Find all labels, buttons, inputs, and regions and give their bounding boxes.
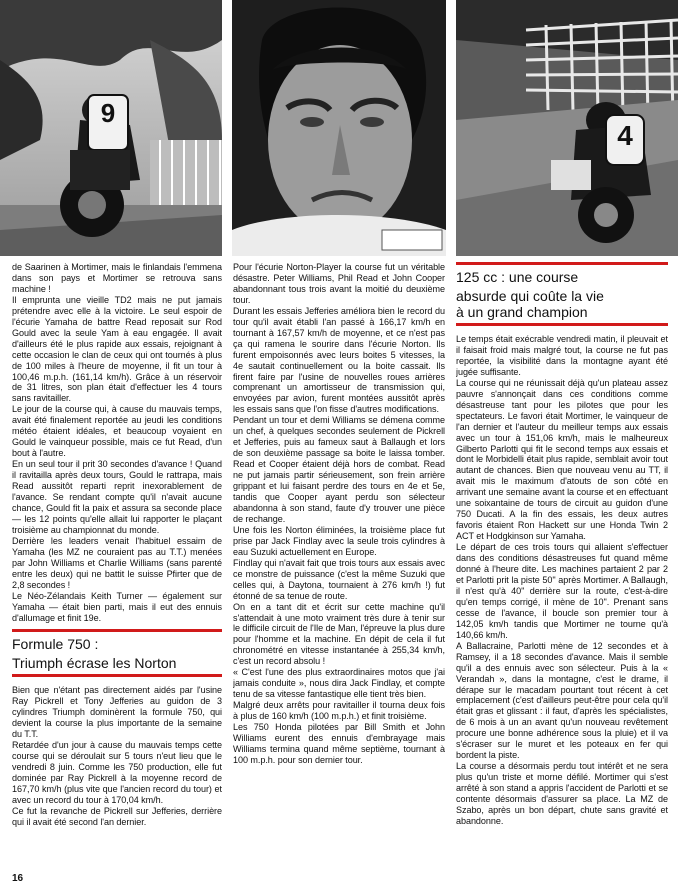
paragraph: A Ballacraine, Parlotti mène de 12 secondes et à Ramsey, il a 18 secondes d'avance. Mais il semble qu'il a des ennuis avec son sélecteur. Puis à la « Verandah », dans la montagne, c'est le drame, il dérape sur le macadam pourtant tout récent à cet emplacement (c'est d'ailleurs peut-être pour cela qu'il était gras et glissant : il faut, d'après les spécialistes, de 6 mois à un an avant qu'un nouveau revêtement procure une bonne adhérence sous la pluie) et il va s'écraser sur le muret et les poteaux en fer qui bordent la piste. xyxy=(456,640,668,761)
heading-line: absurde qui coûte la vie xyxy=(456,288,604,304)
photo-number-plate-4: 4 xyxy=(617,120,633,151)
heading-line: à un grand champion xyxy=(456,304,588,320)
paragraph: Retardée d'un jour à cause du mauvais temps cette course qui se déroulait sur 5 tours n'eut lieu que le vendredi 8 juin. Comme les 750 production, elle fut dominée par Ray Pickrell à la moyenne record de 167,70 km/h (plus vite que l'ancien record du tour) et avec un record du tour à 170,04 km/h. xyxy=(12,740,222,805)
paragraph: Le Néo-Zélandais Keith Turner — également sur Yamaha — était bien parti, mais il eut des ennuis d'allumage et finit 19e. xyxy=(12,590,222,623)
photo-number-plate: 9 xyxy=(100,98,116,128)
page-number: 16 xyxy=(12,873,24,884)
heading-line: Triumph écrase les Norton xyxy=(12,655,177,672)
paragraph: Il emprunta une vieille TD2 mais ne put jamais prétendre avec elle à la victoire. Le seul espoir de l'écurie Yamaha de battre Read reposait sur Rod Gould avec la seule Yam à eau engagée. Il avait d'ailleurs été le plus rapide aux essais, rejoignant à cette occasion le clan de ceux qui ont tournés à plus de 100 miles à l'heure de moyenne, il fit un tour à 100,46 m.p.h. (161,14 km/h). Grâce à un réservoir de 31 litres, son plan était d'effectuer les 4 tours sans ravitailler. xyxy=(12,294,222,404)
paragraph: Findlay qui n'avait fait que trois tours aux essais avec ce monstre de puissance (c'est la même Suzuki que celles qui, à Daytona, tournaient à 276 km/h !) fut étonné de sa tenue de route. xyxy=(233,557,445,601)
article-column-3 xyxy=(456,262,668,887)
paragraph: Le jour de la course qui, à cause du mauvais temps, avait été finalement reportée au jeudi les conditions météo étaient idéales, et beaucoup voyaient en Gould le vainqueur possible, mais ce fut Read, d'un bout à l'autre. xyxy=(12,404,222,459)
photo-rider-portrait xyxy=(232,0,446,256)
section-heading-125cc xyxy=(456,262,668,326)
paragraph: Le départ de ces trois tours qui allaient s'effectuer dans des conditions désastreuses fut quand même donné à l'heure dite. Les machines partaient 2 par 2 et Parlotti prit la piste 50'' après Mortimer. A Ballaugh, il n'est qu'à 40'' derrière sur la route, c'est-à-dire qu'en temps corrigé, il mène de 10''. Prenant sans cesse de l'avance, il boucle son premier tour à 142,05 km/h tandis que Mortimer ne tourne qu'à 140,66 km/h. xyxy=(456,542,668,640)
paragraph: Bien que n'étant pas directement aidés par l'usine Ray Pickrell et Tony Jefferies au guidon de 3 cylindres Triumph dominèrent la formule 750, qui devient la course la plus importante de la semaine du T.T. xyxy=(12,685,222,740)
article-column-2 xyxy=(233,262,445,882)
heading-rule xyxy=(456,323,668,326)
section-heading-formule-750 xyxy=(12,629,222,677)
paragraph: Les 750 Honda pilotées par Bill Smith et John Williams eurent des ennuis d'embrayage mais Williams termina quand même septième, tournant à 100 m.p.h. pour son dernier tour. xyxy=(233,722,445,765)
photo-rider-4-image xyxy=(456,0,678,256)
photo-rider-number-4 xyxy=(456,0,678,256)
paragraph: Malgré deux arrêts pour ravitailler il tourna deux fois à plus de 160 km/h (100 m.p.h.) et finit troisième. xyxy=(233,700,445,722)
paragraph: Pour l'écurie Norton-Player la course fut un véritable désastre. Peter Williams, Phil Read et John Cooper abandonnant tous trois avant la moitié du deuxième tour. xyxy=(233,262,445,305)
paragraph: En un seul tour il prit 30 secondes d'avance ! Quand il ravitailla après deux tours, Gould le rattrapa, mais Read aussitôt reparti reprit inexorablement de l'avance. Se rendant compte qu'il n'avait aucune chance, Gould fit la paix et assura sa seconde place — les 12 points qu'elle allait lui rapporter le plaçant troisième au championnat du monde. xyxy=(12,459,222,535)
paragraph: « C'est l'une des plus extraordinaires motos que j'ai jamais conduite », nous dira Jack Findlay, et compte tenu de sa vitesse fantastique elle tient très bien. xyxy=(233,667,445,700)
photo-portrait-image xyxy=(232,0,446,256)
paragraph: Le temps était exécrable vendredi matin, il pleuvait et il faisait froid mais malgré tout, la course ne fut pas reportée, la visibilité dans la montagne ayant été jugée suffisante. xyxy=(456,334,668,377)
heading-line: Formule 750 : xyxy=(12,636,99,653)
heading-line: 125 cc : une course xyxy=(456,269,579,285)
article-column-1 xyxy=(12,262,222,867)
paragraph: Ce fut la revanche de Pickrell sur Jefferies, derrière qui il avait été second l'an dernier. xyxy=(12,805,222,827)
paragraph: Derrière les leaders venait l'habituel essaim de Yamaha (les MZ ne couraient pas au T.T.) menées par John Williams et Charlie Williams (sans parenté entre les deux) qui ne battit le suisse Pfirter que de 2,8 secondes ! xyxy=(12,535,222,590)
paragraph: de Saarinen à Mortimer, mais le finlandais l'emmena dans son pays et Mortimer se retrouva sans machine ! xyxy=(12,262,222,294)
photo-rider-number-9 xyxy=(0,0,222,256)
paragraph: Pendant un tour et demi Williams se démena comme un chef, à quelques secondes seulement de Pickrell et Jefferies, puis au fameux saut à Ballaugh et lors de son deuxième passage sa boite le laissa tomber. Read et Cooper étaient déjà hors de combat. Read ne put jamais partir sérieusement, son frein arrière grippant et lui faisant perdre des tours en 4e et 5e, tandis que Cooper ayant perdu son sélecteur abandonna à son stand, faute d'y trouver une pièce de rechange. xyxy=(233,415,445,524)
paragraph: On en a tant dit et écrit sur cette machine qu'il s'attendait à une moto vraiment très dure à tenir sur le difficile circuit de l'Ile de Man, l'épreuve la plus dure pour l'homme et la machine. En dépit de cela il fut chronométré en vitesse instantanée à 255,34 km/h, c'est un record absolu ! xyxy=(233,601,445,667)
paragraph: La course qui ne réunissait déjà qu'un plateau assez pauvre s'annonçait dans ces conditions comme désastreuse tant pour les pilotes que pour les spectateurs. Le favori était Mortimer, le vainqueur de l'an dernier et l'auteur du meilleur temps aux essais avec un tour à 151,06 km/h, mais le malheureux Gilberto Parlotti qui fit le second temps aux essais et dont le Morbidelli était plus rapide, semblait avoir tout autant de chances. Bien que nouveau venu au TT, il avait mis le maximum d'atouts de son côté en arrivant une semaine avant la course et en effectuant une soixantaine de tours de circuit au guidon d'une 750 Ducati. A la fin des essais, les deux autres favoris étaient Ron Hackett sur une Honda Twin 2 ACT et Hodgkinson sur Yamaha. xyxy=(456,377,668,542)
paragraph: Une fois les Norton éliminées, la troisième place fut prise par Jack Findlay avec la seule trois cylindres à eau Suzuki actuellement en Europe. xyxy=(233,524,445,557)
heading-rule xyxy=(12,674,222,677)
paragraph: Durant les essais Jefferies améliora bien le record du tour qu'il avait établi l'an passé à 166,17 km/h en tournant à 167,57 km/h de moyenne, et ce n'est pas ça qui ramena le sourire dans l'écurie Norton. Ils furent empoisonnés avec leurs boites 5 vitesses, la 4e sautait continuellement ou la boite cassait. Ils firent faire par l'usine de nouvelles roues arrières comprenant un amortisseur de transmission qui, envoyées par avion, furent montées aussitôt après les essais sans que l'on fisse d'autres modifications. xyxy=(233,305,445,415)
paragraph: La course a désormais perdu tout intérêt et ne sera plus qu'un triste et morne défilé. Mortimer qui s'est arrêté à son stand a appris l'accident de Parlotti et se contente désormais d'assurer sa place. La MZ de Szabo, après un bon départ, chute sans gravité et abandonne. xyxy=(456,761,668,826)
